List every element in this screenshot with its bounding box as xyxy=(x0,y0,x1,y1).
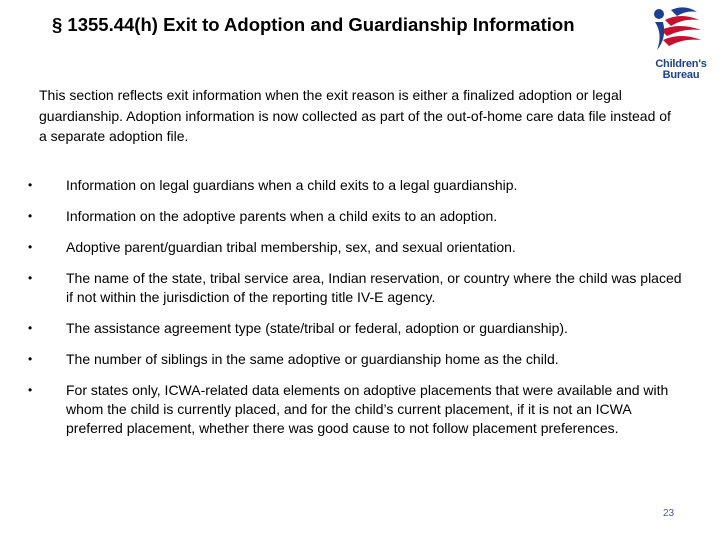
logo-line-1: Children's xyxy=(655,58,707,70)
bullet-marker: • xyxy=(28,178,33,192)
bullet-marker: • xyxy=(28,271,33,285)
bullet-text: The name of the state, tribal service area, Indian reservation, or country where the child was placed if not within the jurisdiction of the reporting title IV-E agency. xyxy=(66,270,682,305)
list-item xyxy=(26,238,686,257)
list-item xyxy=(26,207,686,226)
bullet-text: Information on legal guardians when a child exits to a legal guardianship. xyxy=(66,177,518,193)
flag-swoosh-icon xyxy=(651,4,711,56)
list-item xyxy=(26,350,686,369)
bullet-text: The assistance agreement type (state/tribal or federal, adoption or guardianship). xyxy=(66,320,568,336)
bullet-text: Information on the adoptive parents when a child exits to an adoption. xyxy=(66,208,498,224)
bullet-marker: • xyxy=(28,352,33,366)
bullet-marker: • xyxy=(28,209,33,223)
bullet-marker: • xyxy=(28,321,33,335)
list-item xyxy=(26,381,686,438)
intro-paragraph: This section reflects exit information when the exit reason is either a finalized adoption or legal guardianship. Adoption information is now collected as part of the out-of-home care data file instead of a separate adoption file. xyxy=(39,87,671,144)
page-title: § 1355.44(h) Exit to Adoption and Guardianship Information xyxy=(52,14,575,35)
bullet-marker: • xyxy=(28,383,33,397)
bullet-marker: • xyxy=(28,240,33,254)
childrens-bureau-logo xyxy=(645,4,717,82)
bullet-text: For states only, ICWA-related data elements on adoptive placements that were available and with whom the child is currently placed, and for the child’s current placement, if it is not an ICWA preferred placement, whether there was good cause to not follow placement preferences. xyxy=(66,382,669,436)
bullet-text: Adoptive parent/guardian tribal membership, sex, and sexual orientation. xyxy=(66,239,516,255)
bullet-text: The number of siblings in the same adoptive or guardianship home as the child. xyxy=(66,351,559,367)
list-item xyxy=(26,319,686,338)
bullet-list xyxy=(26,176,686,438)
page-number: 23 xyxy=(663,508,675,519)
list-item xyxy=(26,269,686,307)
list-item xyxy=(26,176,686,195)
logo-line-2: Bureau xyxy=(662,69,700,81)
